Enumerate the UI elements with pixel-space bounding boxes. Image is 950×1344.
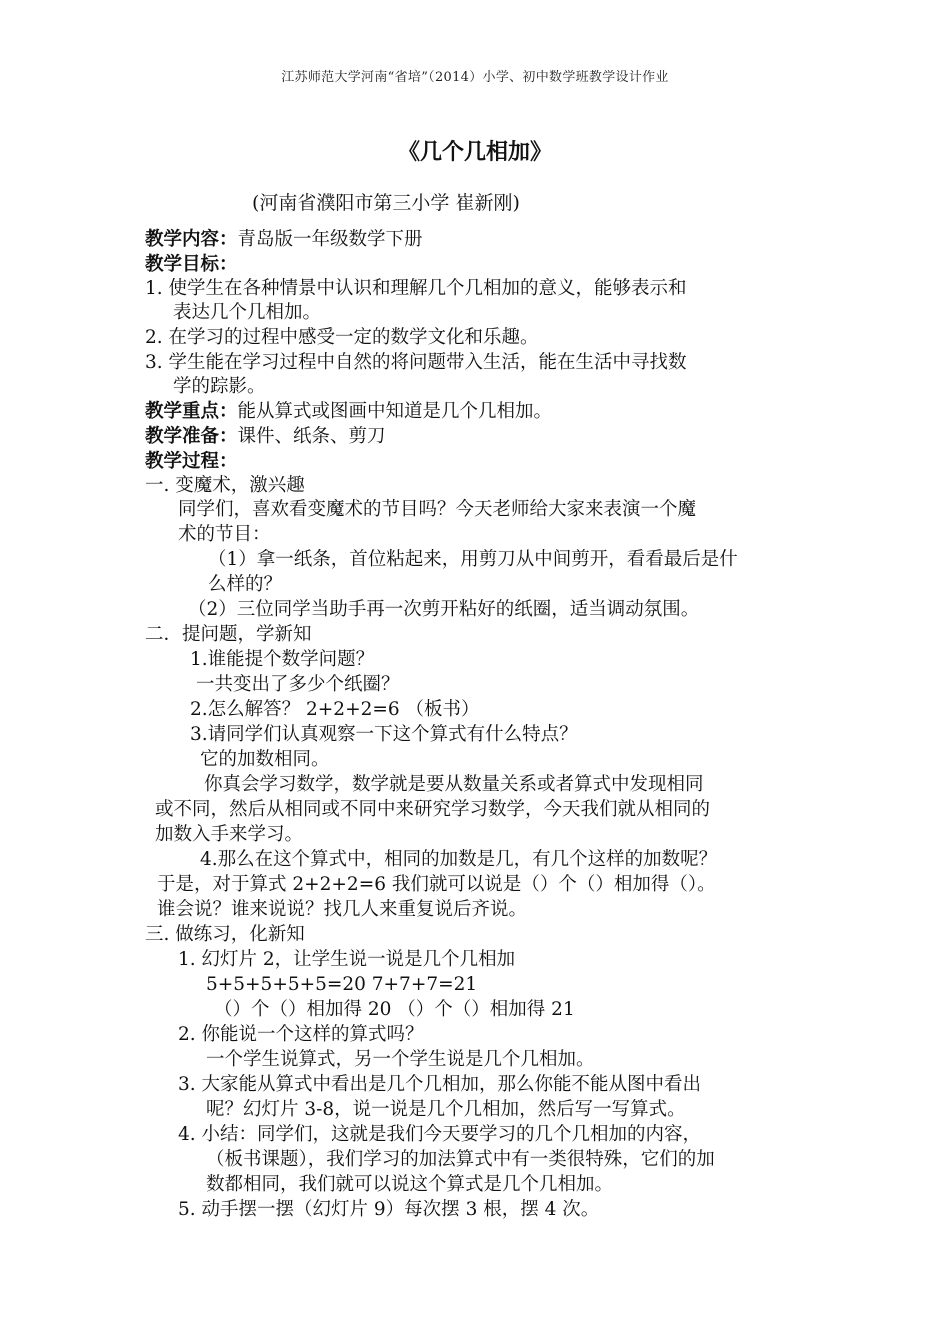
paragraph-line: 1.谁能提个数学问题？ [190, 649, 375, 670]
section-heading: 三. 做练习，化新知 [145, 924, 305, 945]
section-heading: 一. 变魔术，激兴趣 [145, 475, 305, 496]
exercise-line: 数都相同，我们就可以说这个算式是几个几相加。 [206, 1174, 614, 1195]
goal-number: 1. [145, 278, 163, 299]
teaching-prep-label: 教学准备： [145, 426, 238, 447]
paragraph-line: （2）三位同学当助手再一次剪开粘好的纸圈，适当调动氛围。 [188, 599, 700, 620]
teaching-focus-text: 能从算式或图画中知道是几个几相加。 [237, 401, 553, 422]
paragraph-line: 于是，对于算式 2+2+2=6 我们就可以说是（）个（）相加得（）。 [157, 874, 716, 895]
goal-item [145, 351, 687, 375]
goal-number: 3. [145, 352, 163, 373]
teaching-prep [145, 425, 386, 449]
goal-text-continued: 学的踪影。 [173, 376, 266, 397]
paragraph-line: 它的加数相同。 [200, 749, 330, 770]
goal-text: 学生能在学习过程中自然的将问题带入生活，能在生活中寻找数 [168, 352, 687, 373]
goal-text: 使学生在各种情景中认识和理解几个几相加的意义，能够表示和 [168, 278, 687, 299]
author-line: (河南省濮阳市第三小学 崔新刚) [252, 192, 520, 214]
paragraph-line: 一共变出了多少个纸圈？ [196, 674, 400, 695]
goal-item [145, 277, 687, 301]
paragraph-line: 术的节目： [178, 524, 271, 545]
exercise-line: （板书课题），我们学习的加法算式中有一类很特殊，它们的加 [206, 1149, 715, 1170]
teaching-focus [145, 400, 552, 424]
document-title: 《几个几相加》 [397, 139, 552, 165]
goal-text: 在学习的过程中感受一定的数学文化和乐趣。 [168, 327, 539, 348]
exercise-item: 5. 动手摆一摆（幻灯片 9）每次摆 3 根，摆 4 次。 [178, 1199, 600, 1220]
teaching-content-label: 教学内容： [145, 229, 238, 250]
paragraph-line: （1）拿一纸条，首位粘起来，用剪刀从中间剪开，看看最后是什 [208, 549, 738, 570]
paragraph-line: 2.怎么解答？ 2+2+2=6 （板书） [190, 699, 480, 720]
paragraph-line: 加数入手来学习。 [155, 824, 304, 845]
paragraph-line: 同学们，喜欢看变魔术的节目吗？今天老师给大家来表演一个魔 [178, 499, 697, 520]
teaching-content [145, 228, 423, 252]
exercise-line: 呢？幻灯片 3-8，说一说是几个几相加，然后写一写算式。 [206, 1099, 686, 1120]
page-header: 江苏师范大学河南“省培”（2014）小学、初中数学班教学设计作业 [281, 70, 669, 85]
teaching-prep-text: 课件、纸条、剪刀 [237, 426, 386, 447]
exercise-item: 3. 大家能从算式中看出是几个几相加，那么你能不能从图中看出 [178, 1074, 702, 1095]
goal-number: 2. [145, 327, 163, 348]
goal-item [145, 326, 539, 350]
exercise-item: 4. 小结：同学们，这就是我们今天要学习的几个几相加的内容， [178, 1124, 702, 1145]
paragraph-line: 你真会学习数学，数学就是要从数量关系或者算式中发现相同 [204, 774, 704, 795]
exercise-line: （）个（）相加得 20 （）个（）相加得 21 [214, 999, 575, 1020]
paragraph-line: 4.那么在这个算式中，相同的加数是几，有几个这样的加数呢？ [200, 849, 718, 870]
paragraph-line: 么样的？ [208, 574, 283, 595]
exercise-line: 一个学生说算式，另一个学生说是几个几相加。 [206, 1049, 595, 1070]
exercise-item: 1. 幻灯片 2，让学生说一说是几个几相加 [178, 949, 516, 970]
exercise-item: 2. 你能说一个这样的算式吗？ [178, 1024, 424, 1045]
teaching-focus-label: 教学重点： [145, 401, 238, 422]
teaching-process-label: 教学过程： [145, 451, 238, 472]
section-heading: 二．提问题，学新知 [145, 624, 312, 645]
goal-text-continued: 表达几个几相加。 [173, 302, 322, 323]
teaching-goals-label: 教学目标： [145, 254, 238, 275]
paragraph-line: 谁会说？谁来说说？找几人来重复说后齐说。 [157, 899, 528, 920]
exercise-line: 5+5+5+5+5=20 7+7+7=21 [206, 974, 478, 995]
paragraph-line: 或不同，然后从相同或不同中来研究学习数学，今天我们就从相同的 [155, 799, 711, 820]
paragraph-line: 3.请同学们认真观察一下这个算式有什么特点？ [190, 724, 578, 745]
teaching-content-text: 青岛版一年级数学下册 [237, 229, 423, 250]
